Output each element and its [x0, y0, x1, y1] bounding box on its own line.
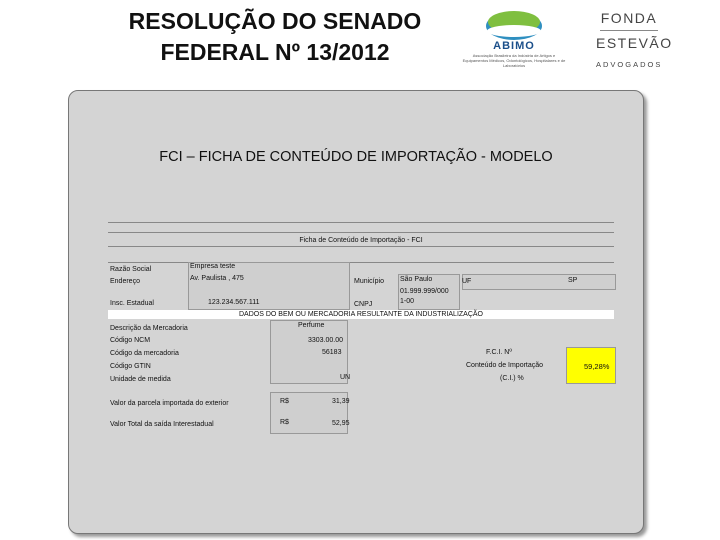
gtin-label: Código GTIN [110, 363, 151, 370]
descricao-label: Descrição da Mercadoria [110, 325, 188, 332]
grid-line [108, 262, 614, 263]
saida-interestadual-label: Valor Total da saída Interestadual [110, 421, 214, 428]
saida-interestadual-value: 52,95 [332, 420, 350, 427]
unidade-label: Unidade de medida [110, 376, 171, 383]
uf-box [462, 274, 616, 290]
municipio-value: São Paulo [400, 276, 433, 283]
codigo-mercadoria-label: Código da mercadoria [110, 350, 179, 357]
uf-value: SP [568, 277, 578, 284]
insc-estadual-label: Insc. Estadual [110, 300, 154, 307]
conteudo-importacao-value: 59,28% [584, 362, 610, 371]
cnpj-label: CNPJ [354, 301, 373, 308]
endereco-label: Endereço [110, 278, 140, 285]
conteudo-label-line-1: Conteúdo de Importação [466, 362, 544, 369]
abimo-emblem-icon [458, 10, 570, 44]
cnpj-value-line-2: 1-00 [400, 298, 415, 305]
law-firm-line-2: ESTEVÃO [596, 35, 673, 51]
abimo-name: ABIMO [493, 40, 535, 52]
insc-estadual-value: 123.234.567.111 [208, 299, 260, 306]
grid-line [108, 246, 614, 247]
codigo-mercadoria-value: 56183 [322, 349, 342, 356]
section-title: DADOS DO BEM OU MERCADORIA RESULTANTE DA INDUSTRIALIZAÇÃO [239, 311, 483, 318]
ncm-label: Código NCM [110, 337, 151, 344]
grid-line [108, 232, 614, 233]
abimo-logo [458, 10, 570, 74]
conteudo-label-line-2: (C.I.) % [500, 375, 524, 382]
grid-line [108, 222, 614, 223]
parcela-importada-label: Valor da parcela importada do exterior [110, 400, 229, 407]
slide-title: FCI – FICHA DE CONTEÚDO DE IMPORTAÇÃO - MODELO [159, 149, 553, 165]
razao-social-value: Empresa teste [190, 263, 236, 270]
cnpj-value-line-1: 01.999.999/000 [400, 288, 449, 295]
unidade-value: UN [340, 374, 351, 381]
law-firm-line-3: ADVOGADOS [596, 60, 663, 69]
uf-label: UF [462, 278, 472, 285]
parcela-importada-value: 31,39 [332, 398, 350, 405]
municipio-label: Município [354, 278, 384, 285]
ncm-value: 3303.00.00 [308, 337, 344, 344]
descricao-value: Perfume [298, 322, 325, 329]
law-firm-logo [596, 8, 673, 69]
fci-number-label: F.C.I. Nº [486, 349, 512, 356]
law-firm-divider [600, 30, 658, 31]
form-header: Ficha de Conteúdo de Importação - FCI [299, 237, 423, 244]
abimo-subtitle: Associação Brasileira da Indústria de Artigos e Equipamentos Médicos, Odontológicos, Hospitalares e de Laboratórios [462, 53, 566, 68]
fci-form [108, 222, 610, 434]
title-line-1: RESOLUÇÃO DO SENADO [128, 8, 422, 34]
razao-social-label: Razão Social [110, 266, 152, 273]
page-title [110, 6, 440, 68]
saida-currency: R$ [280, 419, 289, 426]
law-firm-line-1: FONDA [600, 10, 658, 26]
parcela-currency: R$ [280, 398, 289, 405]
endereco-value: Av. Paulista , 475 [190, 275, 244, 282]
title-line-2: FEDERAL Nº 13/2012 [160, 39, 390, 65]
